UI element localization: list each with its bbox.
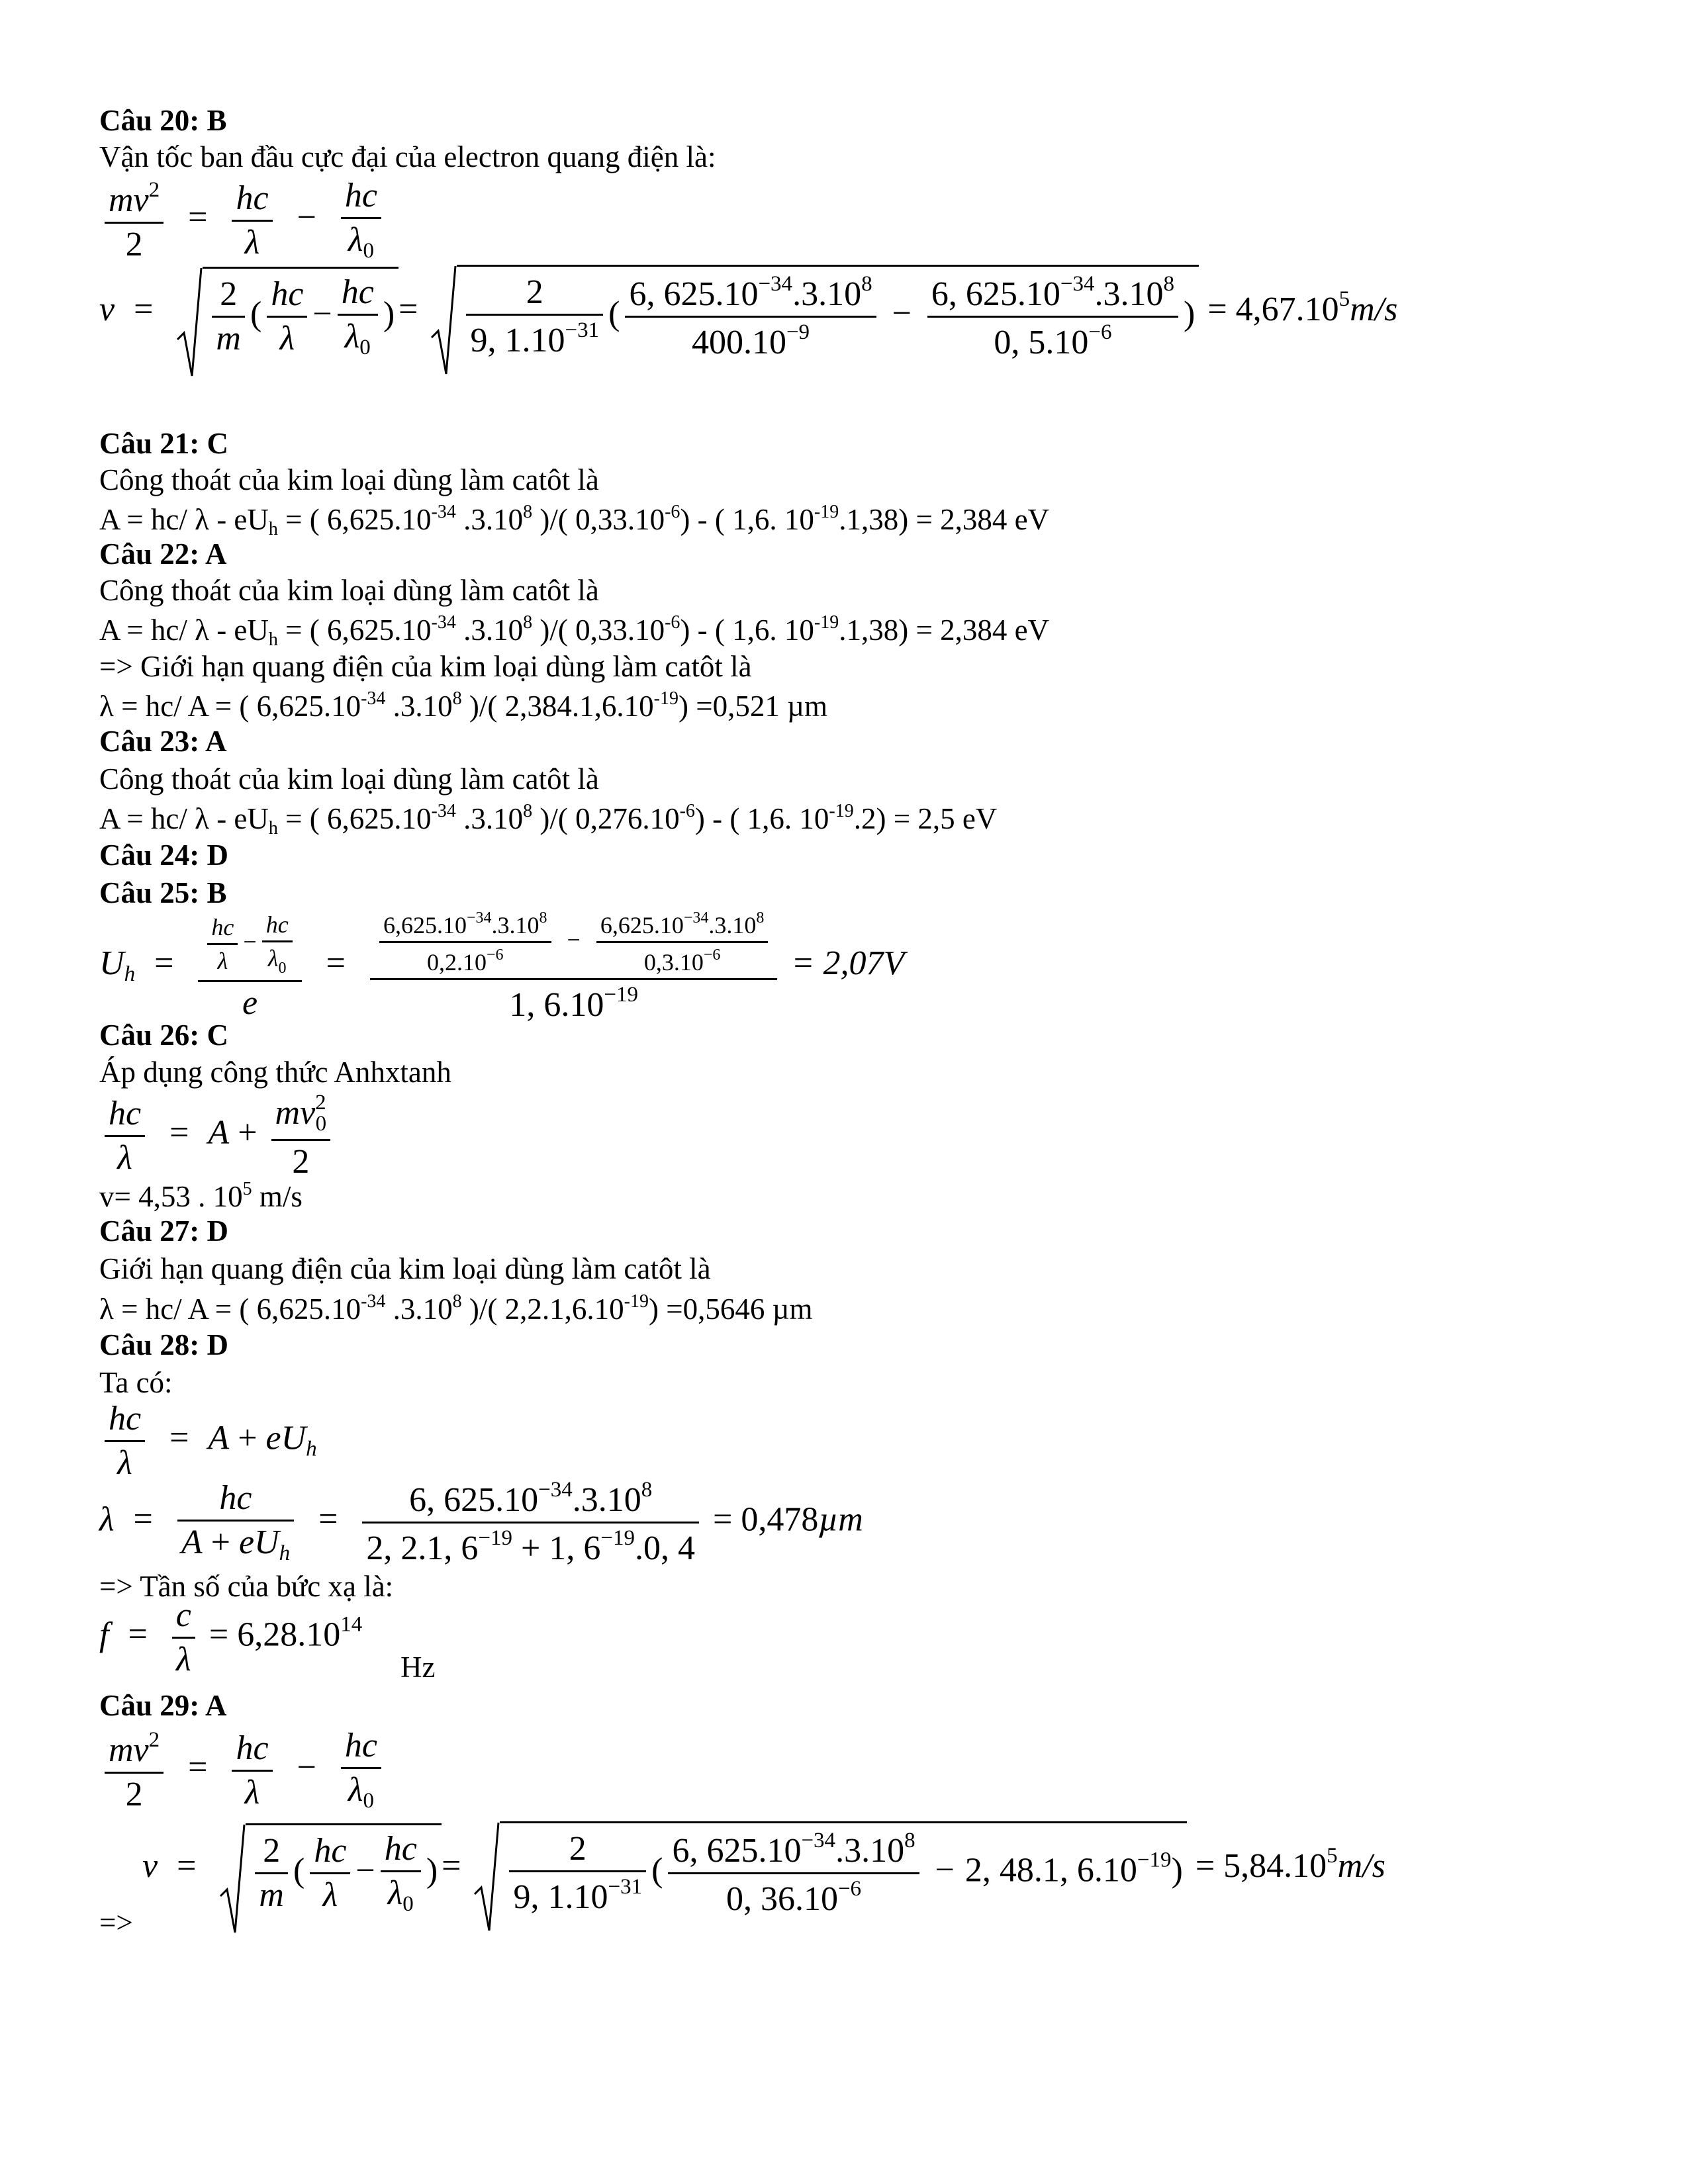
q26-text: Áp dụng công thức Anhxtanh <box>99 1056 451 1089</box>
q20-text: Vận tốc ban đầu cực đại của electron quang điện là: <box>99 140 716 173</box>
q28-heading: Câu 28: D <box>99 1328 229 1361</box>
q27-text: Giới hạn quang điện của kim loại dùng làm catôt là <box>99 1252 711 1285</box>
q22-text: Công thoát của kim loại dùng làm catôt là <box>99 574 599 607</box>
q28-freq: = 6,28.10 <box>209 1615 341 1654</box>
q29-result-exp: 5 <box>1327 1843 1338 1868</box>
q25-eq: $U_h$ = $\frac{hc}{\lambda}$ − $\frac{hc}{\lambda_0}$ e = $\frac{6,625.10^{-34}.3.10^8}{0,2.10^{-6}}$ − $\frac{6,625.10^{-34}.3.10^8}{0,3.10^{-6}}$ 1, $6.10^{-19}$ = 2,07V <box>99 909 905 1024</box>
q26-result-text: v= 4,53 . 10 <box>99 1180 243 1213</box>
q25-result: = 2,07V <box>791 944 905 982</box>
q26-result: v= 4,53 . $10^5$ m/s <box>99 1179 303 1213</box>
q29-result-unit: m/s <box>1337 1846 1385 1885</box>
q20-heading: Câu 20: B <box>99 104 227 137</box>
q28-eq-3: f = $\frac{c}{\lambda}$ = $6,28.10^{14}$ <box>99 1596 363 1678</box>
q29-arrow: => <box>99 1906 133 1939</box>
q20-result-exp: 5 <box>1338 287 1350 311</box>
q26-result-unit: m/s <box>252 1180 303 1213</box>
q21-text: Công thoát của kim loại dùng làm catôt là <box>99 463 599 496</box>
q28-eq-1: $\frac{hc}{\lambda}$ = $A + eU_h$ <box>99 1402 317 1480</box>
q29-result: = 5,84.10 <box>1195 1846 1327 1885</box>
q22-heading: Câu 22: A <box>99 537 227 570</box>
q28-text: Ta có: <box>99 1366 173 1399</box>
q25-heading: Câu 25: B <box>99 876 227 909</box>
q20-eq-velocity: v = $\frac{2}{m}$ ( $\frac{hc}{\lambda}$ − $\frac{hc}{\lambda_0}$ ) = $\frac{2}{9, 1.10^{-31}}$ ( $\frac{6, 625.10^{-34}.3.10^8}{400.10^{-9}}$ − $\frac{6, 625.10^{-34}.3.10^8}{0, 5.10^{-6}}$ ) = $4,67.10^5m/s$ <box>99 265 1397 360</box>
q26-eq: $\frac{hc}{\lambda}$ = A + $\frac{mv^2_0}{2}$ <box>99 1092 336 1179</box>
q27-formula: λ = hc/ A = ( $6,625.10^{-34}$ .3.10$^8$ )/( $2,2.1,6.10^{-19}) =0,5646$ µm <box>99 1291 813 1326</box>
q21-formula: A = hc/ λ - $eU_h$ = ( $6,625.10^{-34}$ .3.10$^8$ )/( $0,33.10^{-6}$) - ( 1,6. $10^{-19}.1,38) = 2,384$ eV <box>99 502 1050 539</box>
q22-text-2: => Giới hạn quang điện của kim loại dùng làm catôt là <box>99 650 752 683</box>
q22-formula: A = hc/ λ - $eU_h$ = ( $6,625.10^{-34}$ .3.10$^8$ )/( $0,33.10^{-6}$) - ( 1,6. $10^{-19}.1,38) = 2,384$ eV <box>99 612 1050 650</box>
q29-heading: Câu 29: A <box>99 1689 227 1722</box>
q23-text: Công thoát của kim loại dùng làm catôt là <box>99 762 599 796</box>
q26-heading: Câu 26: C <box>99 1019 229 1052</box>
q28-text-2: => Tần số của bức xạ là: <box>99 1570 394 1603</box>
q28-eq-2: λ = hc $A + eU_h$ = $\frac{6, 625.10^{-34}.3.10^8}{2, 2.1, 6^{-19} + 1, 6^{-19}.0, 4}$ = 0,478µm <box>99 1478 863 1567</box>
q28-freq-unit: Hz <box>400 1651 436 1684</box>
q20-result: = 4,67.10 <box>1207 290 1339 328</box>
q22-formula-2: λ = hc/ A = ( $6,625.10^{-34}$ .3.10$^8$ )/( $2,384.1,6.10^{-19}) =0,521$ µm <box>99 688 828 723</box>
q27-heading: Câu 27: D <box>99 1214 229 1248</box>
q28-result: = 0,478 <box>713 1500 819 1539</box>
q24-heading: Câu 24: D <box>99 839 229 872</box>
q20-eq-energy: $\frac{mv^2}{2}$ = $\frac{hc}{\lambda}$ − $\frac{hc}{\lambda_0}$ <box>99 179 387 262</box>
q21-heading: Câu 21: C <box>99 427 229 460</box>
q20-result-unit: m/s <box>1350 290 1398 328</box>
q29-eq-energy: $\frac{mv^2}{2}$ = $\frac{hc}{\lambda}$ − $\frac{hc}{\lambda_0}$ <box>99 1729 387 1812</box>
q28-freq-exp: 14 <box>340 1612 363 1637</box>
q23-heading: Câu 23: A <box>99 725 227 758</box>
q23-formula: A = hc/ λ - $eU_h$ = ( $6,625.10^{-34}$ .3.10$^8$ )/( $0,276.10^{-6}$) - ( 1,6. $10^{-19}.2) = 2,5$ eV <box>99 801 998 839</box>
q29-eq-velocity: v = $\frac{2}{m}$ ( $\frac{hc}{\lambda}$ − $\frac{hc}{\lambda_0}$ ) = $\frac{2}{9, 1.10^{-31}}$ ( $\frac{6, 625.10^{-34}.3.10^8}{0, 36.10^{-6}}$ − 2, 48.1, $6.10^{-19}) = 5,84.10^5m/s$ <box>142 1821 1385 1917</box>
q28-result-unit: µm <box>818 1500 863 1539</box>
